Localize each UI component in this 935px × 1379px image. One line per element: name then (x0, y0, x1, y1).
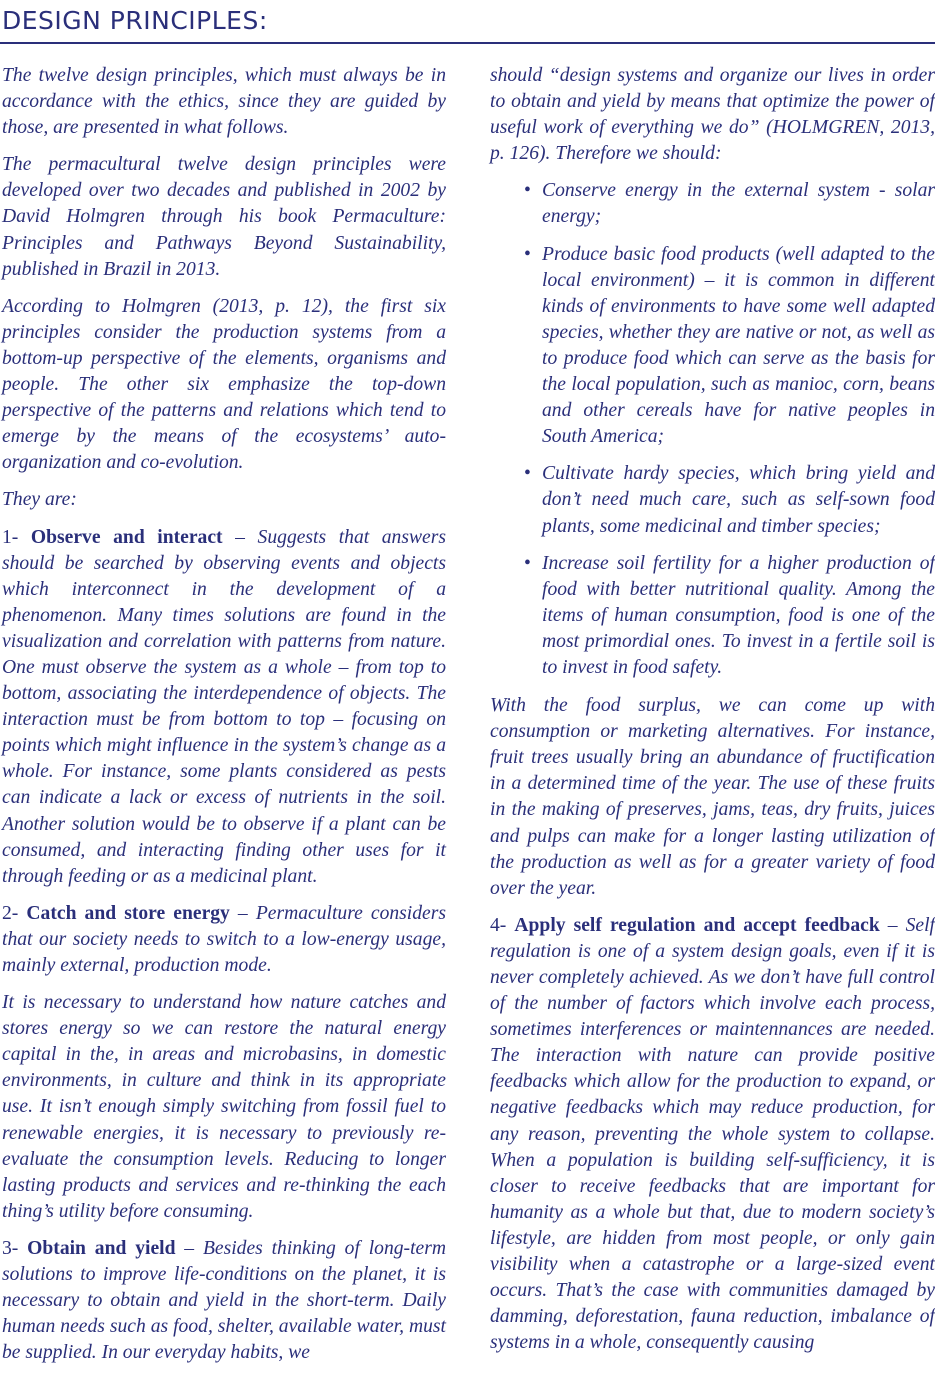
list-item-text: Increase soil fertility for a higher production of food with better nutritional quality. Among the items of human consumption, food is one of the most primordial ones. To invest in a fertile soil is to invest in food safety. (542, 552, 935, 678)
principle-3-text: Besides thinking of long-term solutions to improve life-conditions on the planet, it is necessary to obtain and yield in the short-term. Daily human needs such as food, shelter, available water, must be supplied. In our everyday habits, we (2, 1237, 446, 1364)
right-column (490, 63, 935, 1367)
bullet-icon: • (524, 552, 531, 574)
principle-1-number: 1- (2, 526, 31, 548)
principle-3-bullet-list (490, 178, 935, 681)
list-item (524, 551, 935, 681)
principle-3-dash: – (175, 1237, 203, 1259)
list-item (524, 178, 935, 230)
list-item (524, 461, 935, 539)
list-item-text: Conserve energy in the external system - solar energy; (542, 180, 935, 228)
food-surplus-paragraph: With the food surplus, we can come up with consumption or marketing alternatives. For instance, fruit trees usually bring an abundance of fructification in a determined time of the year. The use of these fruits in the making of preserves, jams, teas, dry fruits, juices and pulps can make for a longer lasting utilization of the production as well as for a greater variety of food over the year. (490, 695, 935, 899)
principle-3-term: Obtain and yield (27, 1237, 176, 1259)
principle-2-dash: – (229, 902, 256, 924)
principle-4-text: Self regulation is one of a system design goals, even if it is never completely achieved. As we don’t have full control of the number of factors which involve each process, sometimes interferences or maintennances are needed. The interaction with nature can provide positive feedbacks which allow for the production to expand, or negative feedbacks which may reduce production, for any reason, preventing the whole system to collapse. When a population is building self-sufficiency, it is closer to receive feedbacks that are important for humanity as a whole but that, due to modern society’s lifestyle, are hidden from most people, or only gain visibility when a catastrophe or a large-sized event occurs. That’s the case with communities damaged by damming, deforestation, fauna reduction, imbalance of systems in a whole, consequently causing (490, 914, 935, 1354)
principle-3-paragraph (2, 1236, 446, 1366)
principle-2-text: Permaculture considers that our society needs to switch to a low-energy usage, mainly external, production mode. (2, 902, 446, 976)
principle-1-dash: – (222, 526, 258, 548)
principle-3-continued: should “design systems and organize our lives in order to obtain and yield by means that optimize the power of useful work of everything we do” (HOLMGREN, 2013, p. 126). Therefore we should: (490, 65, 935, 165)
principle-2-paragraph (2, 901, 446, 979)
list-item (524, 242, 935, 451)
principle-4-number: 4- (490, 914, 515, 936)
bullet-icon: • (524, 243, 531, 265)
principle-4-dash: – (879, 914, 906, 936)
intro-paragraph-4: They are: (2, 489, 77, 511)
principle-4-term: Apply self regulation and accept feedback (514, 914, 880, 936)
principle-1-text: Suggests that answers should be searched by observing events and objects which interconnect in the development of a phenomenon. Many times solutions are found in the visualization and correlation with patterns from nature. One must observe the system as a whole – from top to bottom, associating the interdependence of objects. The interaction must be from bottom to top – focusing on points which might influence in the system’s change as a whole. For instance, some plants considered as pests can indicate a lack or excess of nutrients in the soil. Another solution would be to observe if a plant can be consumed, and interacting finding other uses for it through feeding or as a medicinal plant. (2, 526, 446, 887)
bullet-icon: • (524, 463, 531, 485)
principle-1-term: Observe and interact (30, 526, 223, 548)
principle-3-number: 3- (2, 1237, 28, 1259)
intro-paragraph-2: The permacultural twelve design principles were developed over two decades and published in 2002 by David Holmgren through his book Permaculture: Principles and Pathways Beyond Sustainability, published in Brazil in 2013. (2, 154, 446, 280)
principle-2-paragraph-continued: It is necessary to understand how nature catches and stores energy so we can restore the natural energy capital in the, in areas and microbasins, in domestic environments, in culture and think in its appropriate use. It isn’t enough simply switching from fossil fuel to renewable energies, it is necessary to previously re-evaluate the consumption levels. Reducing to longer lasting products and services and re-thinking the each thing’s utility before consuming. (2, 992, 446, 1222)
principle-2-term: Catch and store energy (26, 902, 230, 924)
left-column (2, 63, 446, 1377)
principle-1-paragraph (2, 525, 446, 890)
intro-paragraph-3: According to Holmgren (2013, p. 12), the first six principles consider the production systems from a bottom-up perspective of the elements, organisms and people. The other six emphasize the top-down perspective of the patterns and relations which tend to emerge by the means of the ecosystems’ auto-organization and co-evolution. (2, 295, 446, 474)
intro-paragraph-1: The twelve design principles, which must always be in accordance with the ethics, since they are guided by those, are presented in what follows. (2, 65, 446, 139)
bullet-icon: • (524, 180, 531, 202)
principle-2-number: 2- (2, 902, 27, 924)
page-header (0, 0, 935, 44)
list-item-text: Produce basic food products (well adapted to the local environment) – it is common in different kinds of environments to have some well adapted species, whether they are native or not, as well as to produce food which can serve as the basis for the local population, such as manioc, corn, beans and other cereals have for native peoples in South America; (542, 243, 935, 448)
principle-4-paragraph (490, 913, 935, 1357)
list-item-text: Cultivate hardy species, which bring yield and don’t need much care, such as self-sown food plants, some medicinal and timber species; (542, 463, 935, 537)
page-title: DESIGN PRINCIPLES: (2, 6, 268, 35)
